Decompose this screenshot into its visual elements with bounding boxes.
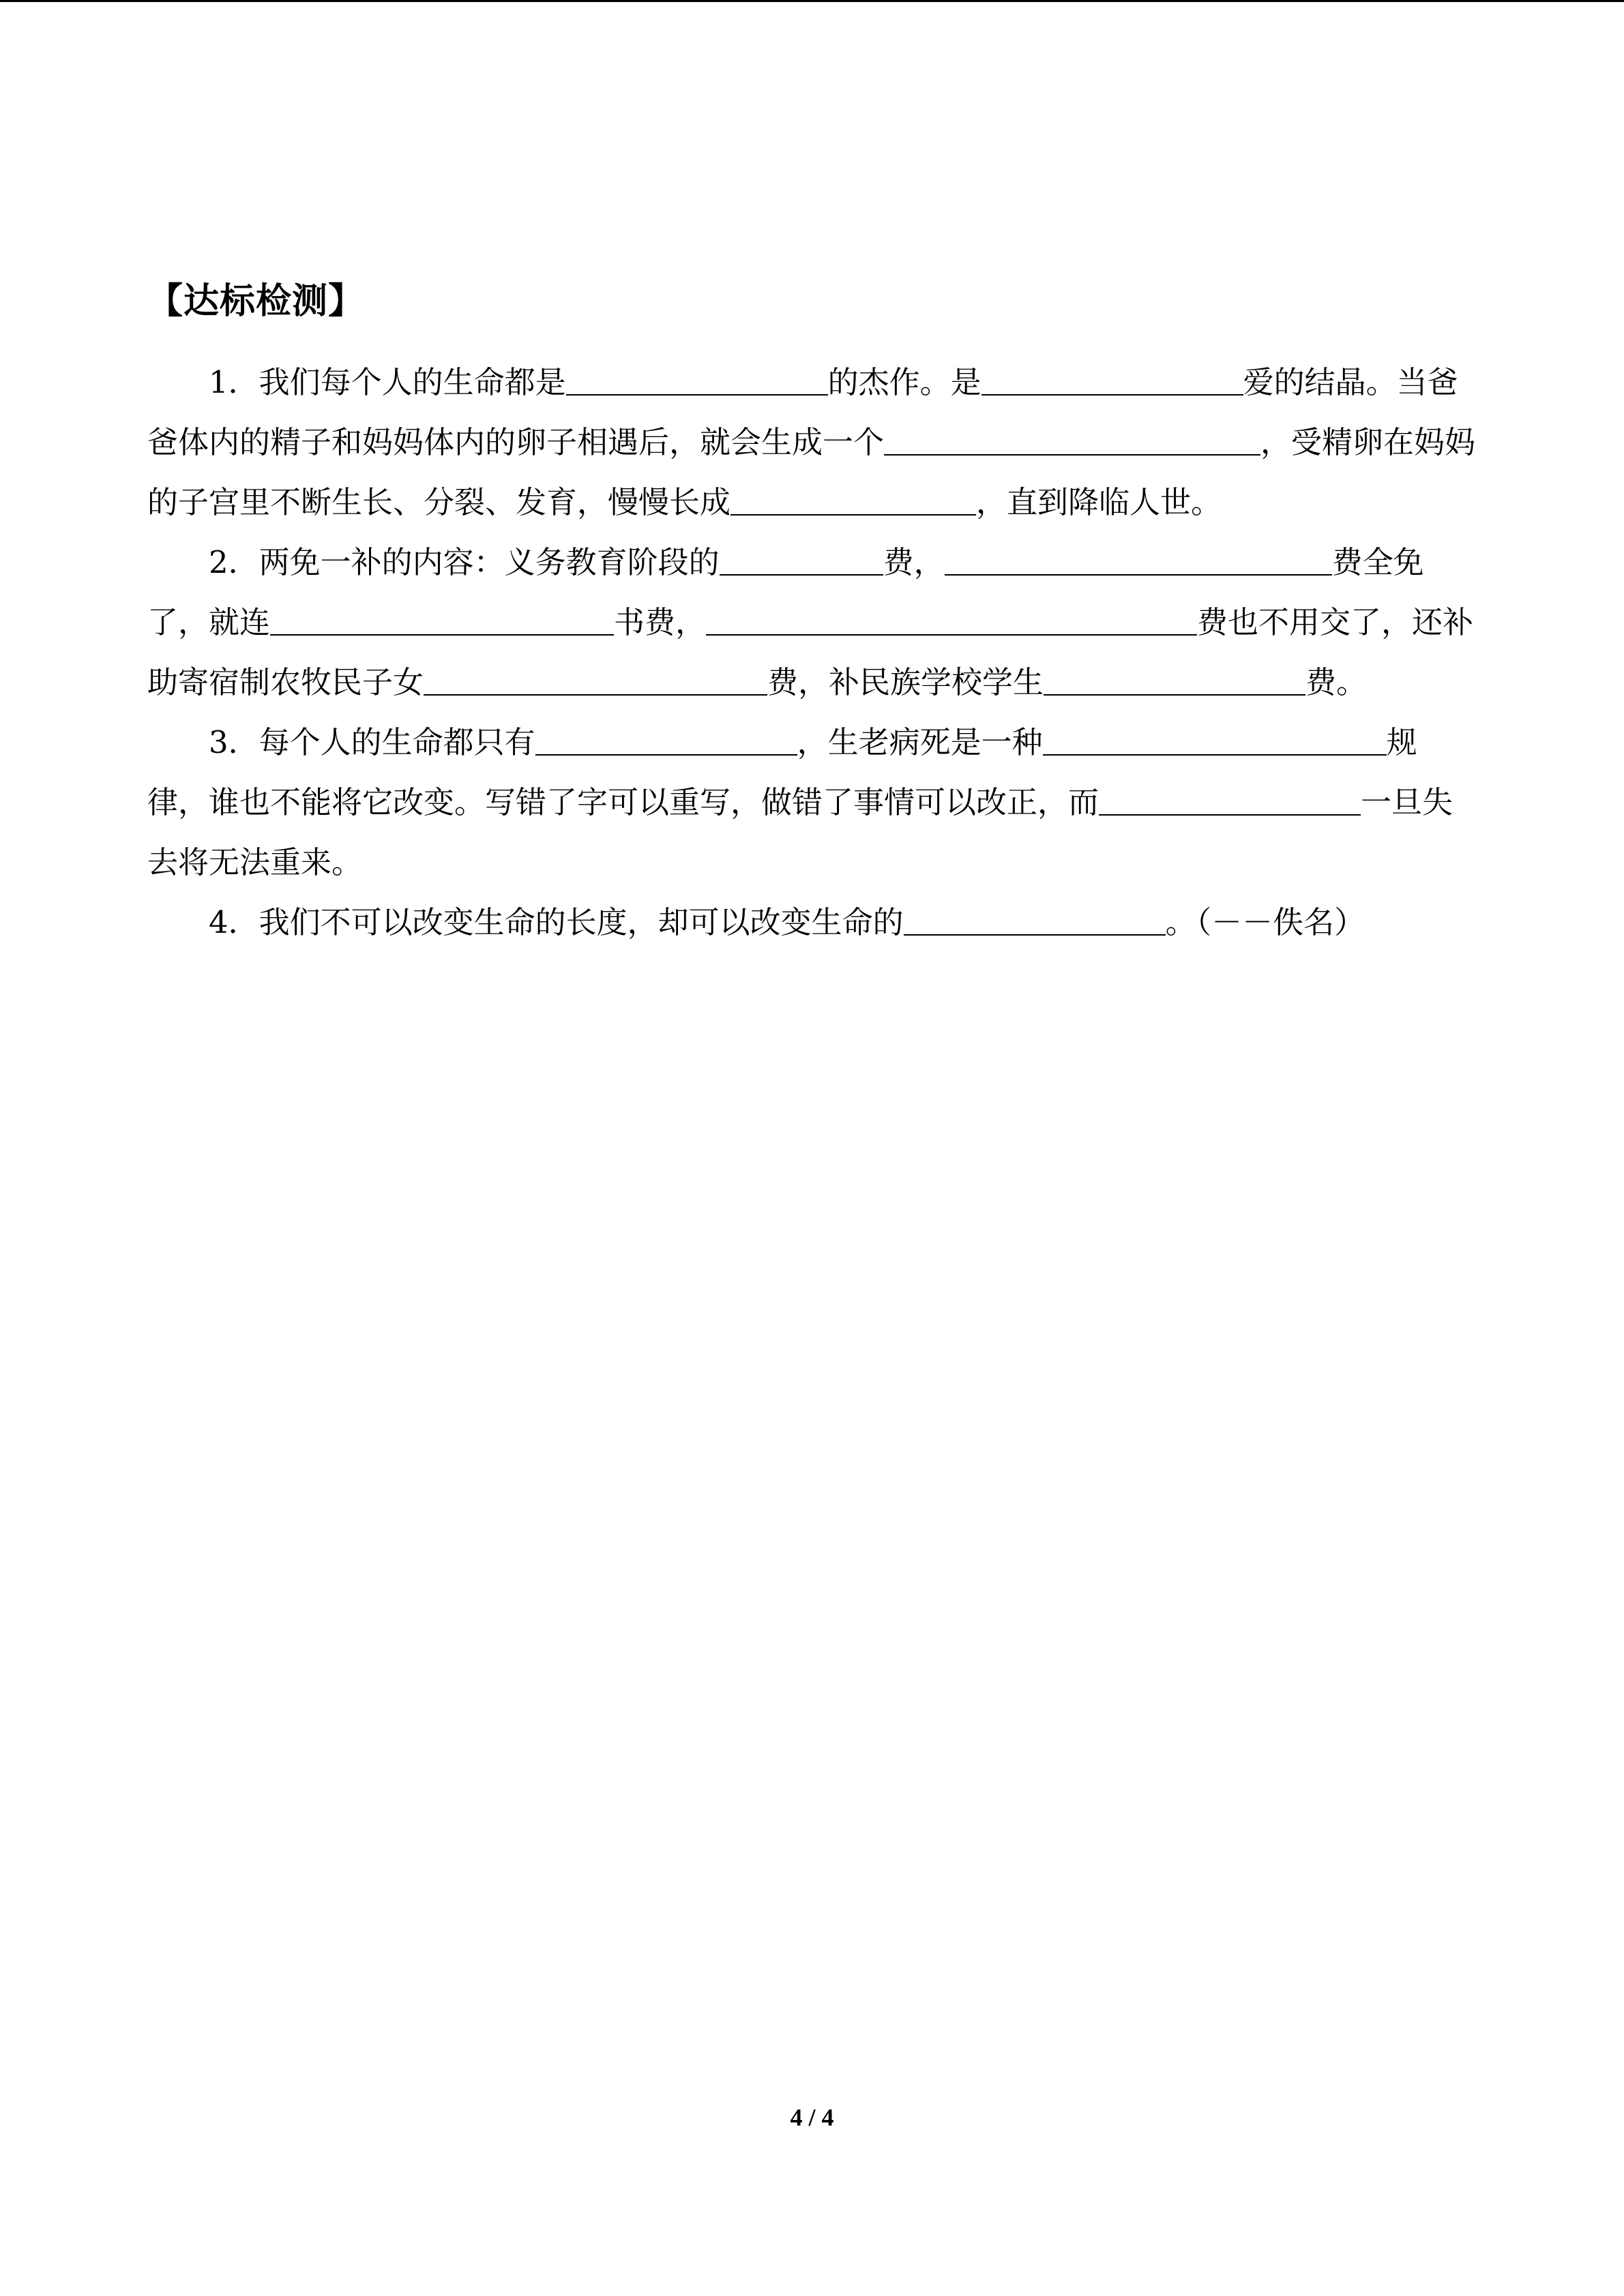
question-2-text-2: 费， bbox=[883, 544, 945, 580]
answer-blank[interactable] bbox=[706, 603, 1197, 636]
question-1 bbox=[147, 353, 1477, 533]
question-3-text-2: ，生老病死是一种 bbox=[797, 724, 1043, 760]
question-2-text-5: 费也不用交了，还补助寄宿制农牧民子女 bbox=[147, 604, 1474, 700]
answer-blank[interactable] bbox=[424, 663, 767, 696]
answer-blank[interactable] bbox=[566, 363, 828, 396]
answer-blank[interactable] bbox=[720, 543, 883, 576]
answer-blank[interactable] bbox=[535, 723, 797, 756]
answer-blank[interactable] bbox=[1099, 783, 1361, 816]
answer-blank[interactable] bbox=[945, 543, 1332, 576]
question-3-text-4: 一旦失去将无法重来。 bbox=[147, 784, 1453, 880]
question-4-text-1: 4．我们不可以改变生命的长度，却可以改变生命的 bbox=[209, 904, 904, 940]
question-3-text-1: 3．每个人的生命都只有 bbox=[209, 724, 535, 760]
question-2-text-3: 费全免了，就连 bbox=[147, 544, 1424, 640]
question-3-text-3: 规律，谁也不能将它改变。写错了字可以重写，做错了事情可以改正，而 bbox=[147, 724, 1417, 820]
answer-blank[interactable] bbox=[730, 483, 976, 516]
question-2 bbox=[147, 533, 1477, 713]
answer-blank[interactable] bbox=[270, 603, 614, 636]
question-2-text-6: 费，补民族学校学生 bbox=[767, 664, 1044, 700]
question-4 bbox=[147, 893, 1477, 953]
answer-blank[interactable] bbox=[904, 903, 1166, 936]
question-3 bbox=[147, 713, 1477, 893]
question-4-text-2: 。（－－佚名） bbox=[1165, 904, 1365, 940]
question-1-text-2: 的杰作。是 bbox=[827, 364, 981, 400]
question-1-text-5: ，直到降临人世。 bbox=[976, 484, 1222, 520]
top-border-line bbox=[0, 0, 1624, 2]
question-1-text-3: 爱的结晶。当爸爸体内的精子和妈妈体内的卵子相遇后，就会生成一个 bbox=[147, 364, 1458, 460]
answer-blank[interactable] bbox=[1044, 663, 1305, 696]
section-heading: 【达标检测】 bbox=[147, 281, 365, 322]
question-1-text-4: ，受精卵在妈妈的子宫里不断生长、分裂、发育，慢慢长成 bbox=[147, 424, 1476, 520]
page-number: 4 / 4 bbox=[790, 2104, 834, 2131]
question-2-text-1: 2．两免一补的内容：义务教育阶段的 bbox=[209, 544, 720, 580]
question-2-text-4: 书费， bbox=[614, 604, 707, 640]
question-1-text-1: 1．我们每个人的生命都是 bbox=[209, 364, 566, 400]
answer-blank[interactable] bbox=[981, 363, 1243, 396]
answer-blank[interactable] bbox=[1043, 723, 1387, 756]
answer-blank[interactable] bbox=[884, 423, 1260, 456]
question-2-text-7: 费。 bbox=[1305, 664, 1368, 700]
exercise-content bbox=[147, 353, 1477, 953]
